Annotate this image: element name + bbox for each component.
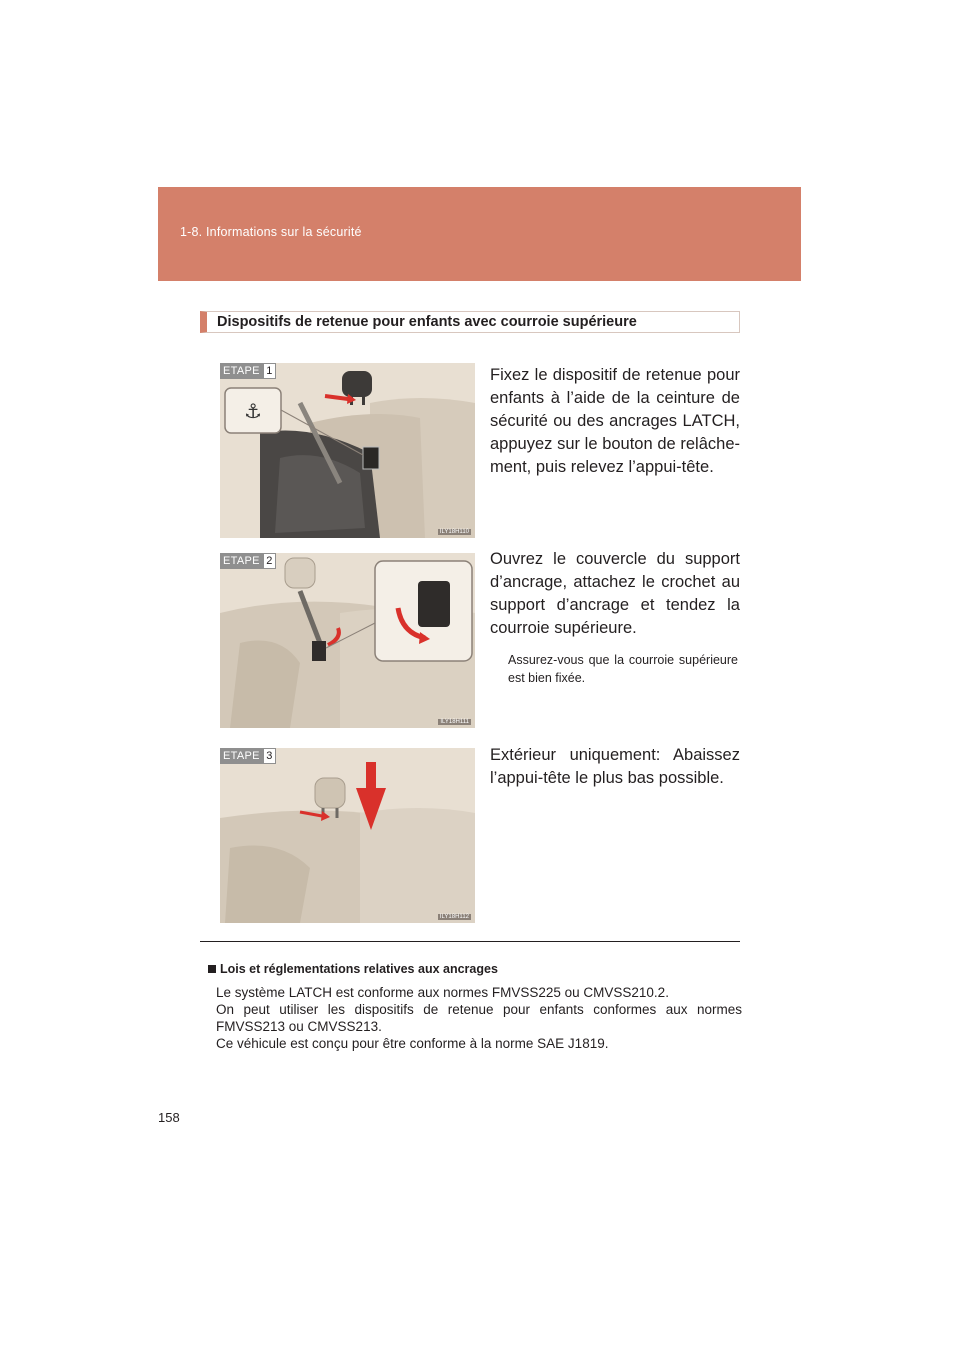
svg-text:⚓: ⚓ <box>244 399 262 423</box>
step-badge-number: 1 <box>263 363 276 379</box>
step-3-illustration <box>220 748 475 923</box>
note-title-text: Lois et réglementations relatives aux ancrages <box>220 962 498 976</box>
step-3-text: Extérieur uniquement: Abaissez l’appui-tête le plus bas possible. <box>490 746 740 787</box>
divider <box>200 941 740 942</box>
step-2-text: Ouvrez le couvercle du support d’ancrage, attachez le crochet au support d’ancrage et tendez la courroie supérieure. <box>490 550 740 637</box>
step-badge-word: ETAPE <box>220 363 263 379</box>
step-badge-number: 3 <box>263 748 276 764</box>
step-badge-word: ETAPE <box>220 553 263 569</box>
header-band <box>158 187 801 281</box>
image-code: ILY18H111 <box>440 719 469 725</box>
step-badge-word: ETAPE <box>220 748 263 764</box>
step-badge-number: 2 <box>263 553 276 569</box>
sub-heading: Dispositifs de retenue pour enfants avec courroie supérieure <box>200 311 740 333</box>
note-body <box>216 984 742 1052</box>
page-number: 158 <box>158 1110 180 1125</box>
section-label: 1-8. Informations sur la sécurité <box>180 225 362 239</box>
step-1-badge <box>220 363 276 379</box>
image-code: ILY18H110 <box>439 529 469 535</box>
step-1-text: Fixez le dispositif de retenue pour enfants à l’aide de la ceinture de sécurité ou des ancrages LATCH, appuyez sur le bouton de relâche-ment, puis relevez l’appui-tête. <box>490 366 740 476</box>
step-2-note: Assurez-vous que la courroie supérieure est bien fixée. <box>508 653 738 685</box>
note-line: Ce véhicule est conçu pour être conforme à la norme SAE J1819. <box>216 1036 609 1051</box>
step-2-illustration <box>220 553 475 728</box>
step-2-badge <box>220 553 276 569</box>
image-code: ILY18H112 <box>439 914 469 920</box>
bullet-square-icon <box>208 965 216 973</box>
step-3-badge <box>220 748 276 764</box>
note-line: On peut utiliser les dispositifs de retenue pour enfants conformes aux normes FMVSS213 ou CMVSS213. <box>216 1002 742 1034</box>
note-title <box>208 962 498 976</box>
note-line: Le système LATCH est conforme aux normes FMVSS225 ou CMVSS210.2. <box>216 985 669 1000</box>
step-1-illustration <box>220 363 475 538</box>
